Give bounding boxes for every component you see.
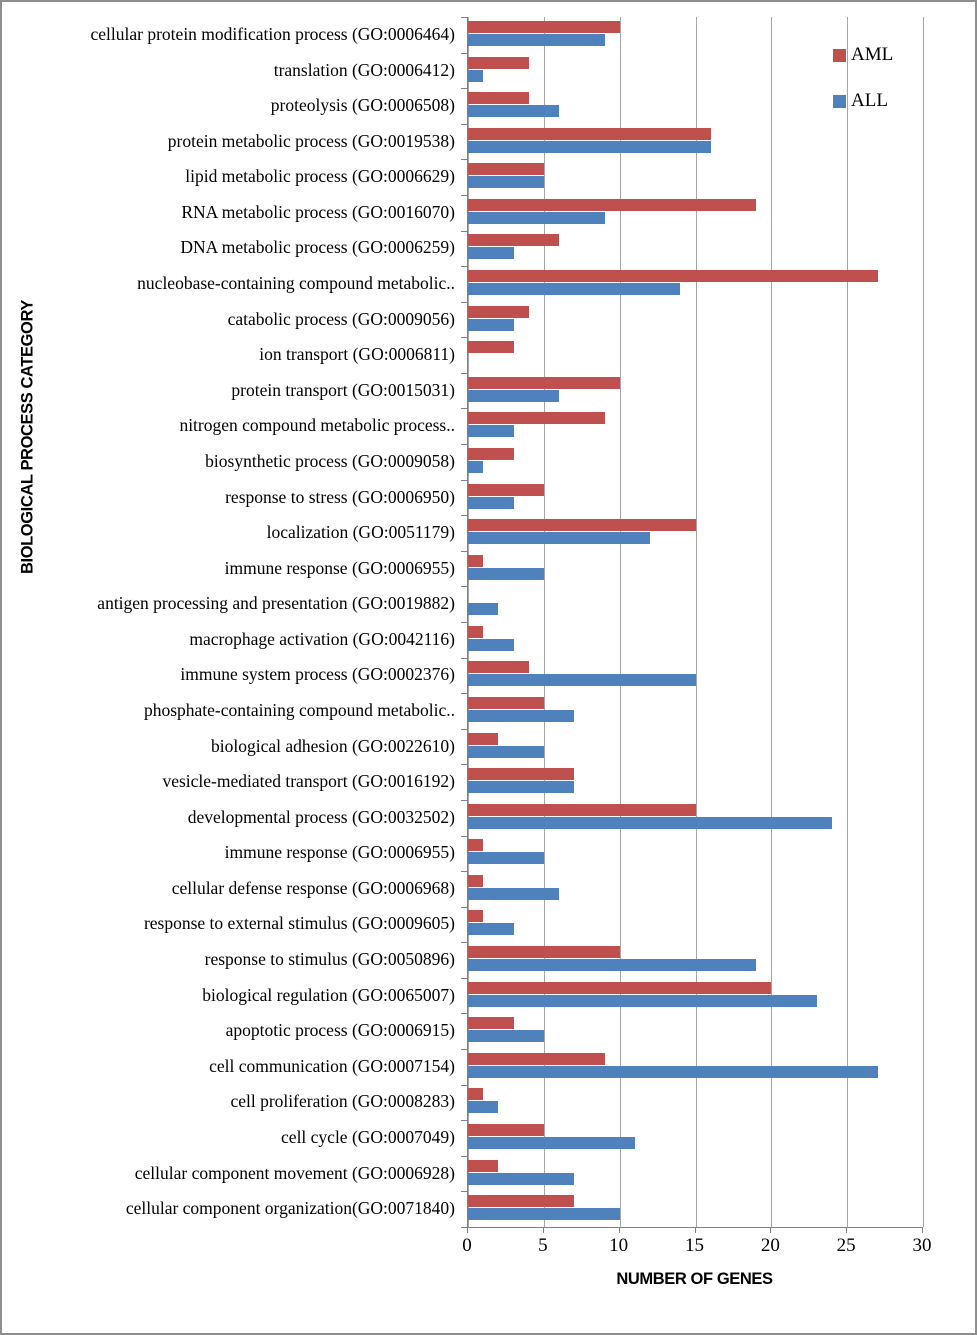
y-axis-tick <box>461 373 467 374</box>
bar-all <box>468 852 544 864</box>
bar-aml <box>468 377 620 389</box>
category-label: response to external stimulus (GO:0009605) <box>143 913 455 934</box>
bar-aml <box>468 199 756 211</box>
category-label: biological adhesion (GO:0022610) <box>211 735 455 756</box>
bar-all <box>468 141 711 153</box>
y-axis-tick <box>461 729 467 730</box>
y-axis-tick <box>461 124 467 125</box>
chart-row <box>2 906 922 942</box>
category-label: developmental process (GO:0032502) <box>187 806 455 827</box>
bar-aml <box>468 1124 544 1136</box>
bar-all <box>468 1137 635 1149</box>
bar-all <box>468 212 605 224</box>
y-axis-tick <box>461 693 467 694</box>
chart-row <box>2 693 922 729</box>
bar-group <box>467 693 922 729</box>
category-label: protein metabolic process (GO:0019538) <box>167 130 455 151</box>
chart-row <box>2 444 922 480</box>
category-label: cellular defense response (GO:0006968) <box>171 877 455 898</box>
chart-row <box>2 302 922 338</box>
bar-aml <box>468 1195 574 1207</box>
bar-all <box>468 995 817 1007</box>
y-axis-tick <box>461 408 467 409</box>
chart-row <box>2 159 922 195</box>
bar-aml <box>468 1088 483 1100</box>
y-axis-tick <box>461 159 467 160</box>
y-axis-tick <box>461 871 467 872</box>
bar-all <box>468 532 650 544</box>
bar-aml <box>468 21 620 33</box>
x-axis-title: NUMBER OF GENES <box>616 1270 773 1288</box>
chart-row <box>2 408 922 444</box>
category-label: macrophage activation (GO:0042116) <box>189 628 455 649</box>
legend-label-aml: AML <box>851 44 894 65</box>
bar-all <box>468 1066 878 1078</box>
bar-group <box>467 1156 922 1192</box>
bar-group <box>467 1049 922 1085</box>
chart-row <box>2 942 922 978</box>
category-label: immune system process (GO:0002376) <box>180 664 455 685</box>
bar-group <box>467 230 922 266</box>
x-tick-label: 20 <box>760 1235 780 1256</box>
category-label: proteolysis (GO:0006508) <box>270 95 455 116</box>
chart-row <box>2 480 922 516</box>
y-axis-tick <box>461 515 467 516</box>
category-label: antigen processing and presentation (GO:0019882) <box>97 593 455 614</box>
bar-aml <box>468 626 483 638</box>
x-axis-tick <box>543 1227 544 1233</box>
bar-aml <box>468 768 574 780</box>
bar-group <box>467 978 922 1014</box>
bar-group <box>467 942 922 978</box>
bar-aml <box>468 270 878 282</box>
chart-row <box>2 622 922 658</box>
chart-row <box>2 1084 922 1120</box>
bar-group <box>467 1013 922 1049</box>
category-label: lipid metabolic process (GO:0006629) <box>185 166 455 187</box>
chart-row <box>2 266 922 302</box>
y-axis-tick <box>461 836 467 837</box>
bar-all <box>468 923 514 935</box>
chart-row <box>2 835 922 871</box>
bar-all <box>468 1208 620 1220</box>
chart-row <box>2 515 922 551</box>
chart-row <box>2 729 922 765</box>
bar-group <box>467 586 922 622</box>
bar-all <box>468 710 574 722</box>
category-label: cell cycle (GO:0007049) <box>281 1126 455 1147</box>
category-label: localization (GO:0051179) <box>266 522 455 543</box>
bar-group <box>467 764 922 800</box>
chart-row <box>2 978 922 1014</box>
x-axis-tick <box>619 1227 620 1233</box>
legend-swatch-all <box>833 95 846 108</box>
bar-all <box>468 568 544 580</box>
bar-group <box>467 195 922 231</box>
bar-aml <box>468 555 483 567</box>
bar-all <box>468 319 514 331</box>
y-axis-tick <box>461 907 467 908</box>
category-label: cell communication (GO:0007154) <box>209 1055 455 1076</box>
x-tick-label: 10 <box>609 1235 629 1256</box>
y-axis-tick <box>461 1013 467 1014</box>
bar-group <box>467 515 922 551</box>
x-axis-tick <box>467 1227 468 1233</box>
chart-row <box>2 195 922 231</box>
x-tick-label: 15 <box>685 1235 704 1256</box>
bar-group <box>467 444 922 480</box>
y-axis-tick <box>461 1085 467 1086</box>
bar-all <box>468 461 483 473</box>
bar-aml <box>468 1053 605 1065</box>
y-axis-tick <box>461 17 467 18</box>
bar-aml <box>468 661 529 673</box>
category-label: immune response (GO:0006955) <box>224 842 455 863</box>
bar-aml <box>468 484 544 496</box>
y-axis-tick <box>461 444 467 445</box>
x-axis-tick <box>770 1227 771 1233</box>
category-label: biosynthetic process (GO:0009058) <box>205 450 455 471</box>
y-axis-tick <box>461 266 467 267</box>
bar-all <box>468 674 696 686</box>
bar-aml <box>468 697 544 709</box>
x-axis-tick <box>695 1227 696 1233</box>
y-axis-tick <box>461 53 467 54</box>
bar-group <box>467 729 922 765</box>
legend-swatch-aml <box>833 49 846 62</box>
x-tick-label: 0 <box>462 1235 472 1256</box>
bar-group <box>467 373 922 409</box>
chart-row <box>2 53 922 89</box>
bar-all <box>468 70 483 82</box>
y-axis-tick <box>461 1049 467 1050</box>
gridline <box>923 17 924 1227</box>
bar-group <box>467 159 922 195</box>
bar-group <box>467 337 922 373</box>
bar-all <box>468 283 680 295</box>
y-axis-tick <box>461 231 467 232</box>
y-axis-tick <box>461 480 467 481</box>
category-label: nucleobase-containing compound metabolic.. <box>137 273 455 294</box>
legend <box>833 44 893 136</box>
legend-item-all <box>833 90 893 112</box>
bar-aml <box>468 839 483 851</box>
chart-row <box>2 1120 922 1156</box>
bar-aml <box>468 412 605 424</box>
chart-row <box>2 586 922 622</box>
bar-aml <box>468 128 711 140</box>
category-label: apoptotic process (GO:0006915) <box>225 1020 455 1041</box>
y-axis-tick <box>461 88 467 89</box>
bar-group <box>467 266 922 302</box>
bar-all <box>468 603 498 615</box>
category-label: cellular component movement (GO:0006928) <box>134 1162 455 1183</box>
bar-all <box>468 390 559 402</box>
category-label: immune response (GO:0006955) <box>224 557 455 578</box>
bar-group <box>467 1120 922 1156</box>
bar-group <box>467 871 922 907</box>
category-label: translation (GO:0006412) <box>273 59 455 80</box>
bar-aml <box>468 733 498 745</box>
chart-row <box>2 657 922 693</box>
bar-aml <box>468 875 483 887</box>
category-label: catabolic process (GO:0009056) <box>227 308 455 329</box>
x-tick-label: 30 <box>912 1235 932 1256</box>
bar-all <box>468 639 514 651</box>
bar-all <box>468 746 544 758</box>
y-axis-tick <box>461 978 467 979</box>
x-tick-label: 25 <box>836 1235 856 1256</box>
bar-group <box>467 835 922 871</box>
y-axis-tick <box>461 764 467 765</box>
bar-group <box>467 408 922 444</box>
bar-group <box>467 800 922 836</box>
chart-row <box>2 88 922 124</box>
y-axis-title: BIOLOGICAL PROCESS CATEGORY <box>18 299 37 575</box>
legend-label-all: ALL <box>851 90 888 111</box>
bar-aml <box>468 946 620 958</box>
chart-row <box>2 124 922 160</box>
bar-aml <box>468 57 529 69</box>
bar-all <box>468 105 559 117</box>
y-axis-tick <box>461 1156 467 1157</box>
category-label: biological regulation (GO:0065007) <box>202 984 455 1005</box>
bar-all <box>468 817 832 829</box>
y-axis-tick <box>461 302 467 303</box>
y-axis-tick <box>461 658 467 659</box>
y-axis-tick <box>461 195 467 196</box>
bar-all <box>468 888 559 900</box>
category-label: phosphate-containing compound metabolic.. <box>143 699 455 720</box>
category-label: cellular component organization(GO:0071840) <box>125 1198 455 1219</box>
chart-row <box>2 1191 922 1227</box>
y-axis-tick <box>461 1120 467 1121</box>
bar-all <box>468 34 605 46</box>
category-label: ion transport (GO:0006811) <box>259 344 455 365</box>
chart-row <box>2 800 922 836</box>
y-axis-tick <box>461 551 467 552</box>
bar-all <box>468 1030 544 1042</box>
legend-item-aml <box>833 44 893 66</box>
bar-group <box>467 480 922 516</box>
x-axis-tick <box>922 1227 923 1233</box>
chart-row <box>2 764 922 800</box>
category-label: cellular protein modification process (GO:0006464) <box>90 24 455 44</box>
bar-aml <box>468 1017 514 1029</box>
x-axis-tick <box>846 1227 847 1233</box>
bar-group <box>467 551 922 587</box>
chart-row <box>2 551 922 587</box>
bar-aml <box>468 804 696 816</box>
bar-aml <box>468 306 529 318</box>
bar-aml <box>468 448 514 460</box>
chart-row <box>2 1049 922 1085</box>
bar-all <box>468 247 514 259</box>
chart-row <box>2 1156 922 1192</box>
category-label: response to stress (GO:0006950) <box>225 486 455 507</box>
bar-group <box>467 622 922 658</box>
y-axis-tick <box>461 942 467 943</box>
category-label: nitrogen compound metabolic process.. <box>179 415 455 436</box>
y-axis-tick <box>461 337 467 338</box>
bar-group <box>467 1084 922 1120</box>
bar-all <box>468 1173 574 1185</box>
bar-all <box>468 959 756 971</box>
y-axis-tick <box>461 800 467 801</box>
bar-aml <box>468 910 483 922</box>
chart-row <box>2 230 922 266</box>
x-tick-label: 5 <box>538 1235 548 1256</box>
bar-aml <box>468 92 529 104</box>
chart-row <box>2 373 922 409</box>
category-label: protein transport (GO:0015031) <box>231 379 455 400</box>
y-axis-tick <box>461 1191 467 1192</box>
chart-row <box>2 871 922 907</box>
bar-aml <box>468 234 559 246</box>
bar-all <box>468 497 514 509</box>
y-axis-tick <box>461 1227 467 1228</box>
bar-group <box>467 1191 922 1227</box>
bar-aml <box>468 982 771 994</box>
bar-aml <box>468 1160 498 1172</box>
category-label: response to stimulus (GO:0050896) <box>204 949 455 970</box>
bar-aml <box>468 341 514 353</box>
bar-all <box>468 176 544 188</box>
chart-row <box>2 337 922 373</box>
bar-group <box>467 302 922 338</box>
category-label: vesicle-mediated transport (GO:0016192) <box>162 771 455 792</box>
category-label: DNA metabolic process (GO:0006259) <box>180 237 455 258</box>
chart-row <box>2 1013 922 1049</box>
chart-row <box>2 17 922 53</box>
bar-group <box>467 906 922 942</box>
x-axis-tick-labels <box>462 1235 932 1261</box>
bar-all <box>468 425 514 437</box>
y-axis-tick <box>461 622 467 623</box>
category-label: cell proliferation (GO:0008283) <box>230 1091 455 1112</box>
category-label: RNA metabolic process (GO:0016070) <box>181 201 455 222</box>
y-axis-tick <box>461 586 467 587</box>
bar-group <box>467 657 922 693</box>
bar-all <box>468 1101 498 1113</box>
bar-all <box>468 781 574 793</box>
bar-aml <box>468 163 544 175</box>
bar-aml <box>468 519 696 531</box>
